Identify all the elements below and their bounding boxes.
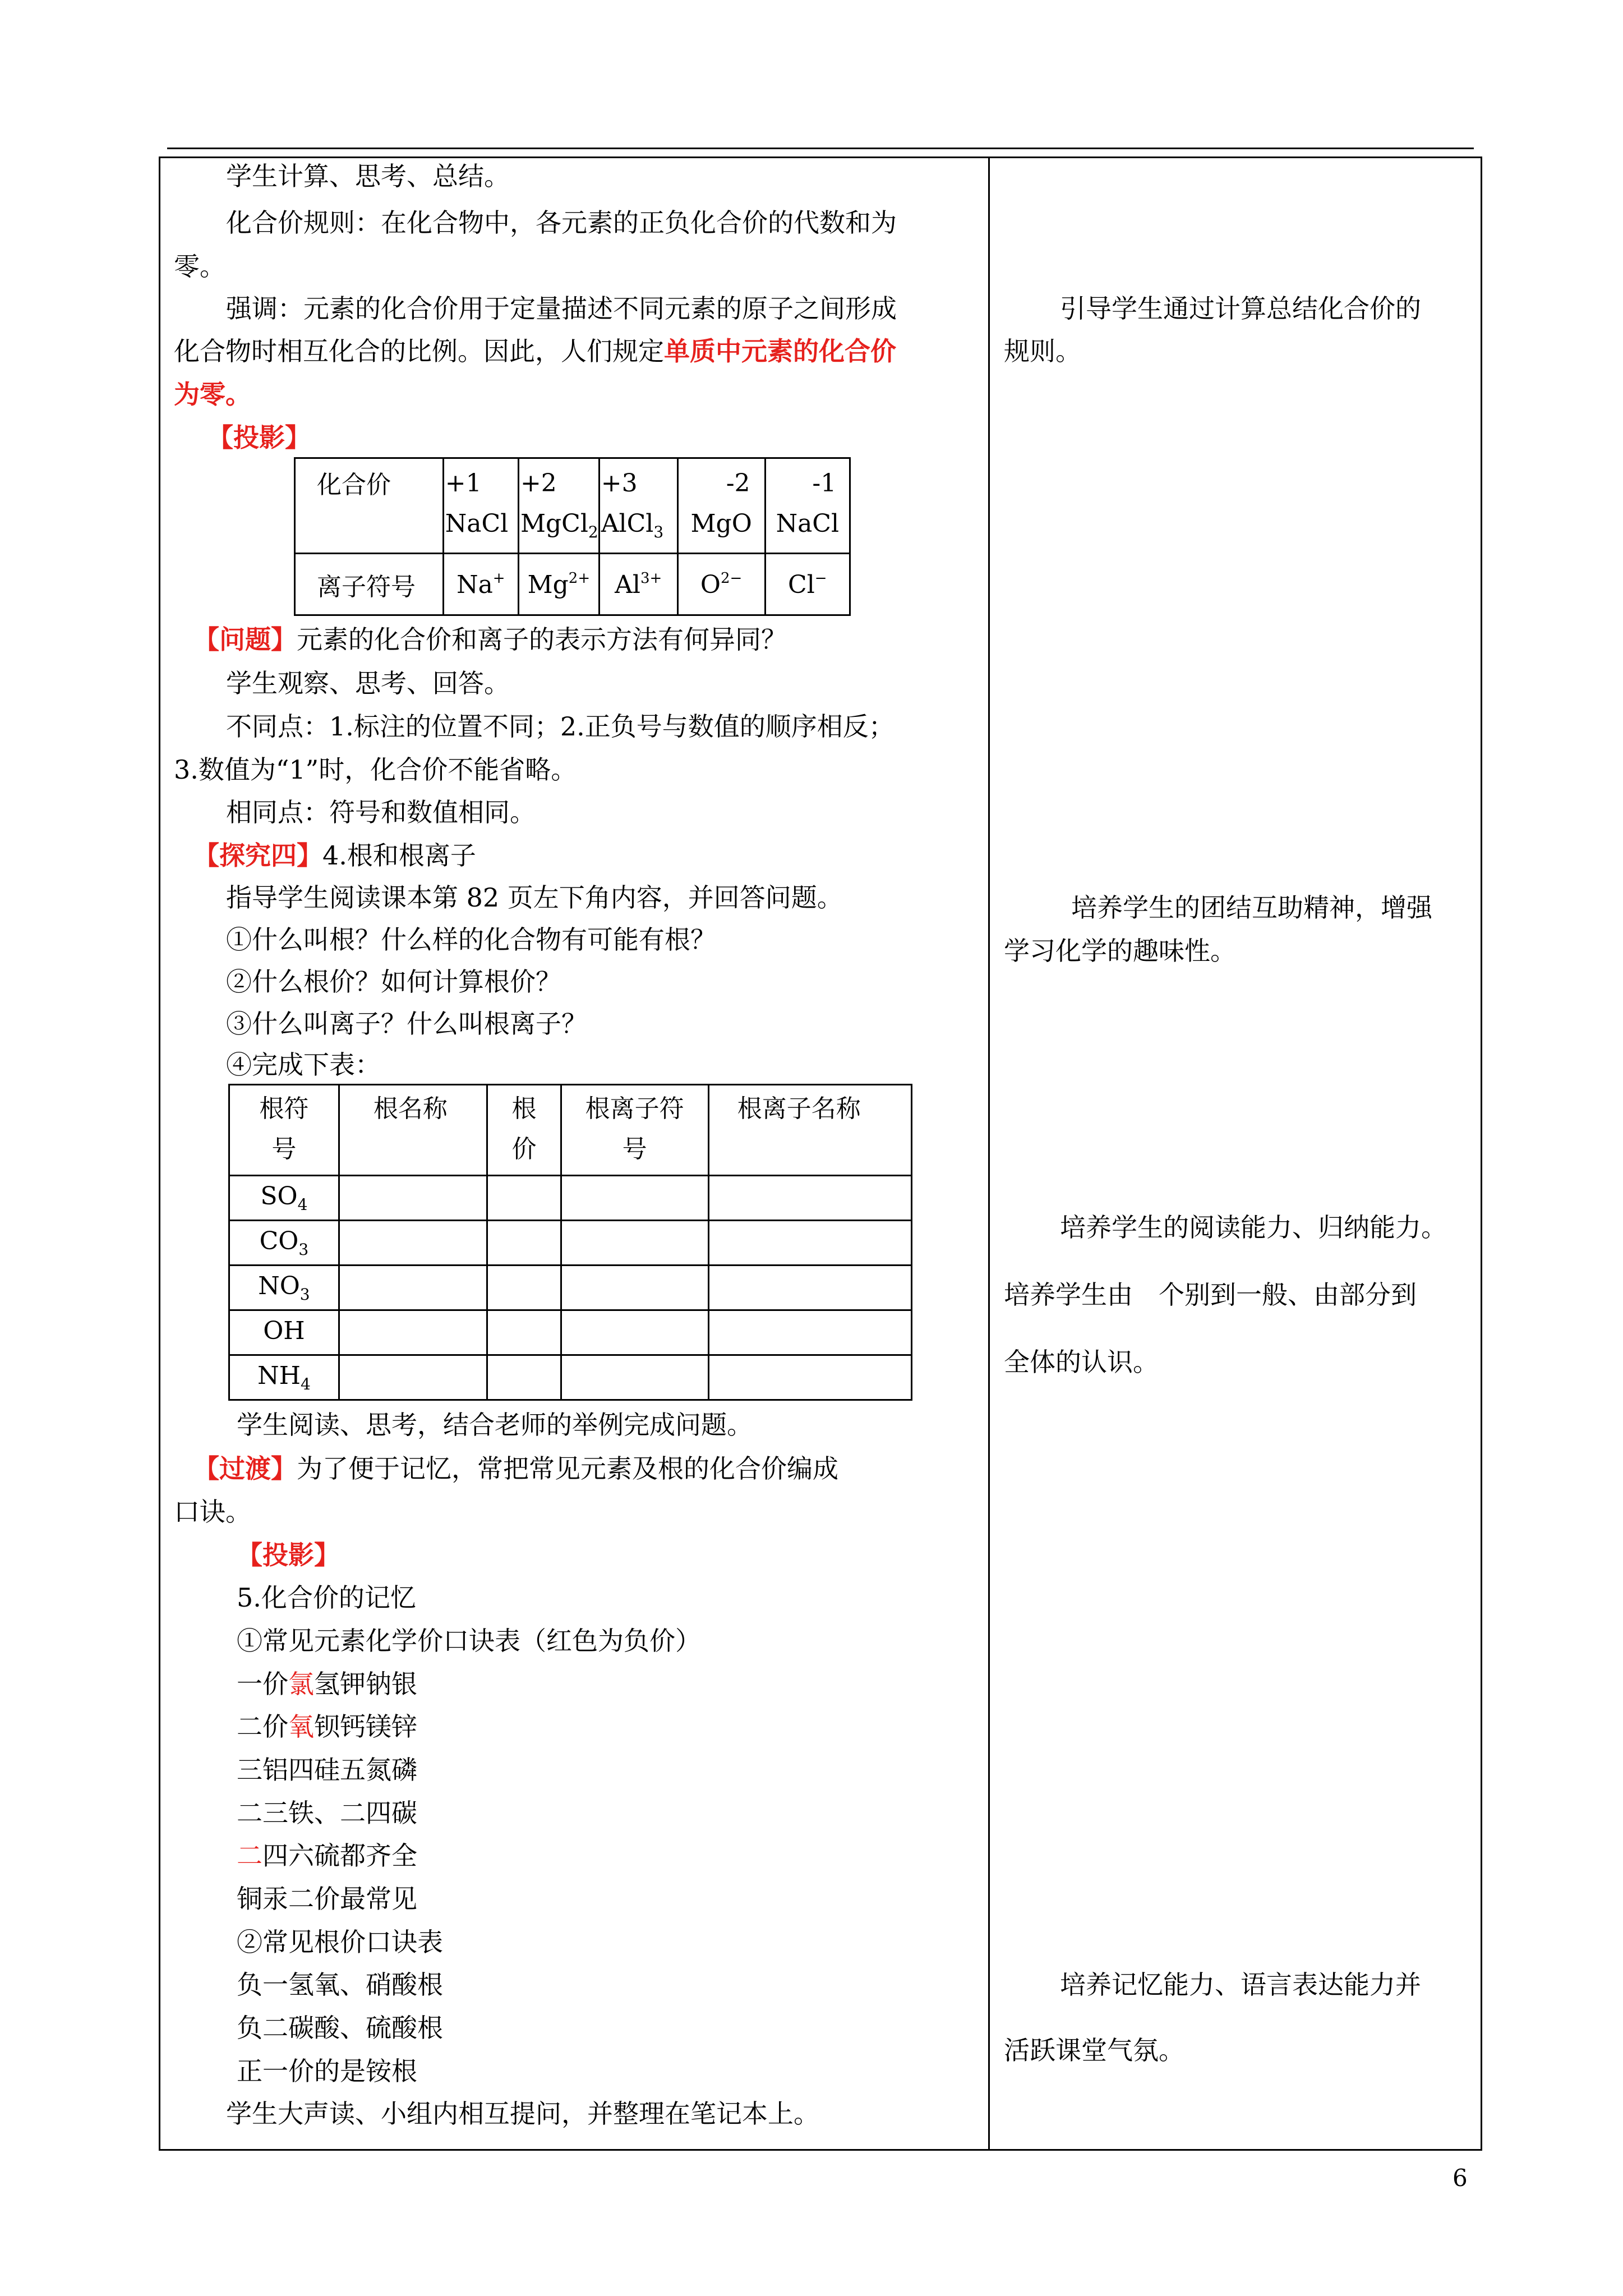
ion-symbol: Na: [457, 570, 493, 599]
page-number: 6: [1453, 2164, 1468, 2192]
emphasis-text: 为零。: [174, 379, 251, 409]
text-line: ②常见根价口诀表: [237, 1927, 443, 1957]
negative-valence-element: 氯: [288, 1669, 314, 1699]
mnemonic-line: [237, 1710, 417, 1743]
compound-formula: NaCl: [445, 509, 509, 538]
valence-cell: [599, 458, 677, 554]
compound-formula: MgO: [690, 509, 752, 538]
text-span: 4.根和根离子: [322, 840, 476, 871]
cell-text: 化合价: [317, 471, 391, 499]
design-note: 学习化学的趣味性。: [1004, 936, 1236, 966]
blank-cell: [487, 1266, 561, 1310]
root-table: [228, 1084, 912, 1401]
text-line: 学生观察、思考、回答。: [226, 668, 510, 698]
text-line: 学生大声读、小组内相互提问，并整理在笔记本上。: [226, 2099, 819, 2129]
blank-cell: [339, 1176, 487, 1221]
text-span: 氢钾钠银: [314, 1669, 417, 1699]
blank-cell: [561, 1355, 708, 1400]
blank-cell: [339, 1310, 487, 1355]
root-symbol: NH: [257, 1361, 301, 1390]
blank-cell: [708, 1310, 911, 1355]
ion-row-label: [295, 554, 444, 615]
header-text: 号: [622, 1135, 647, 1163]
projection-label: 【投影】: [208, 422, 311, 453]
blank-cell: [561, 1310, 708, 1355]
mnemonic-line: 三铝四硅五氮磷: [237, 1755, 417, 1785]
negative-valence-element: 氧: [288, 1711, 314, 1742]
root-header-cell: [229, 1085, 339, 1176]
design-note: 引导学生通过计算总结化合价的: [1060, 293, 1421, 324]
mnemonic-line: 负一氢氧、硝酸根: [237, 1970, 443, 2000]
text-line: 零。: [174, 251, 225, 282]
header-text: 根离子符: [585, 1094, 684, 1123]
root-symbol-cell: [229, 1266, 339, 1310]
root-header-cell: [339, 1085, 487, 1176]
text-line: 强调：元素的化合价用于定量描述不同元素的原子之间形成: [226, 293, 897, 324]
ion-charge: 3+: [640, 569, 662, 587]
formula-subscript: 3: [299, 1285, 310, 1304]
text-line: 3.数值为“1”时，化合价不能省略。: [174, 754, 577, 785]
blank-cell: [708, 1266, 911, 1310]
ion-symbol: Cl: [788, 570, 815, 599]
header-text: 根符: [259, 1094, 309, 1123]
design-note: 培养学生的阅读能力、归纳能力。: [1060, 1212, 1447, 1243]
root-header-cell: [487, 1085, 561, 1176]
root-header-cell: [561, 1085, 708, 1176]
blank-cell: [487, 1310, 561, 1355]
root-header-cell: [708, 1085, 911, 1176]
blank-cell: [561, 1176, 708, 1221]
header-rule: [167, 148, 1474, 149]
header-text: 号: [271, 1135, 297, 1163]
blank-cell: [339, 1266, 487, 1310]
text-span: 一价: [237, 1669, 288, 1699]
column-divider: [988, 157, 990, 2151]
projection-label: 【投影】: [237, 1540, 340, 1570]
valence-value: +2: [520, 469, 557, 498]
valence-cell: [677, 458, 765, 554]
ion-cell: [443, 554, 518, 615]
blank-cell: [487, 1176, 561, 1221]
text-line: [193, 839, 476, 872]
mnemonic-line: 正一价的是铵根: [237, 2056, 417, 2086]
valence-cell: [518, 458, 599, 554]
text-span: 化合物时相互化合的比例。因此，人们规定: [174, 336, 664, 366]
text-line: ①常见元素化学价口诀表（红色为负价）: [237, 1626, 701, 1656]
root-symbol: NO: [258, 1272, 300, 1300]
cell-text: 离子符号: [317, 572, 416, 601]
valence-value: -2: [726, 469, 750, 498]
formula-subscript: 3: [298, 1240, 309, 1259]
formula-subscript: 4: [300, 1375, 311, 1393]
ion-charge: +: [492, 569, 505, 587]
root-symbol: CO: [259, 1227, 299, 1255]
root-symbol: SO: [260, 1182, 298, 1211]
formula-subscript: 3: [653, 523, 664, 541]
negative-valence-number: 二: [237, 1841, 262, 1871]
design-note: 培养记忆能力、语言表达能力并: [1060, 1970, 1421, 2000]
text-line: 化合价规则：在化合物中，各元素的正负化合价的代数和为: [226, 208, 897, 238]
root-symbol-cell: [229, 1310, 339, 1355]
text-span: 元素的化合价和离子的表示方法有何异同？: [297, 624, 787, 655]
blank-cell: [487, 1221, 561, 1266]
text-line: [193, 623, 787, 656]
header-text: 根离子名称: [737, 1094, 861, 1123]
text-span: 为了便于记忆，常把常见元素及根的化合价编成: [297, 1453, 838, 1484]
blank-cell: [339, 1355, 487, 1400]
design-note: 规则。: [1004, 336, 1081, 366]
valence-value: +1: [445, 469, 482, 498]
design-note: 培养学生的团结互助精神，增强: [1071, 892, 1432, 923]
valence-table: [294, 457, 851, 616]
compound-formula: [520, 504, 598, 553]
mnemonic-line: [237, 1839, 417, 1872]
text-line: 不同点：1.标注的位置不同；2.正负号与数值的顺序相反；: [226, 711, 895, 742]
text-span: 四六硫都齐全: [262, 1841, 417, 1871]
transition-label: 【过渡】: [193, 1453, 297, 1484]
blank-cell: [708, 1176, 911, 1221]
ion-symbol: Al: [615, 570, 640, 599]
compound-formula: [601, 504, 677, 553]
design-note: 培养学生由 个别到一般、由部分到: [1004, 1280, 1417, 1310]
blank-cell: [708, 1355, 911, 1400]
root-symbol: OH: [263, 1317, 305, 1345]
ion-cell: [599, 554, 677, 615]
header-text: 价: [511, 1135, 537, 1163]
text-line: 学生阅读、思考，结合老师的举例完成问题。: [237, 1410, 753, 1440]
blank-cell: [339, 1221, 487, 1266]
text-line: [174, 334, 896, 368]
root-symbol-cell: [229, 1221, 339, 1266]
formula-base: MgCl: [520, 509, 588, 538]
text-line: 口诀。: [174, 1497, 251, 1527]
formula-base: AlCl: [601, 509, 654, 538]
ion-cell: [765, 554, 850, 615]
explore-label: 【探究四】: [193, 840, 322, 871]
formula-subscript: 4: [297, 1195, 308, 1214]
valence-value: +3: [601, 469, 638, 498]
text-line: ④完成下表：: [226, 1050, 381, 1080]
mnemonic-line: [237, 1667, 417, 1701]
ion-charge: 2−: [721, 569, 743, 587]
compound-formula: NaCl: [776, 509, 840, 538]
blank-cell: [487, 1355, 561, 1400]
text-line: ①什么叫根？什么样的化合物有可能有根？: [226, 924, 716, 955]
ion-cell: [518, 554, 599, 615]
text-line: ③什么叫离子？什么叫根离子？: [226, 1009, 587, 1039]
ion-charge: 2+: [568, 569, 591, 587]
design-note: 活跃课堂气氛。: [1004, 2035, 1184, 2065]
ion-symbol: Mg: [527, 570, 569, 599]
valence-row-label: [295, 458, 444, 554]
root-symbol-cell: [229, 1176, 339, 1221]
text-line: 指导学生阅读课本第 82 页左下角内容，并回答问题。: [226, 882, 843, 913]
blank-cell: [561, 1266, 708, 1310]
blank-cell: [561, 1221, 708, 1266]
valence-value: -1: [812, 469, 837, 498]
ion-cell: [677, 554, 765, 615]
header-text: 根名称: [373, 1094, 448, 1123]
text-line: 学生计算、思考、总结。: [226, 161, 510, 191]
mnemonic-line: 铜汞二价最常见: [237, 1884, 417, 1914]
text-line: 5.化合价的记忆: [237, 1582, 416, 1613]
text-span: 钡钙镁锌: [314, 1711, 417, 1742]
header-text: 根: [511, 1094, 537, 1123]
text-line: 相同点：符号和数值相同。: [226, 797, 536, 827]
ion-charge: −: [814, 569, 827, 587]
root-symbol-cell: [229, 1355, 339, 1400]
blank-cell: [708, 1221, 911, 1266]
text-line: ②什么根价？如何计算根价？: [226, 967, 561, 997]
valence-cell: [765, 458, 850, 554]
ion-symbol: O: [700, 570, 721, 599]
formula-subscript: 2: [588, 523, 598, 541]
design-note: 全体的认识。: [1004, 1347, 1159, 1377]
mnemonic-line: 负二碳酸、硫酸根: [237, 2013, 443, 2043]
emphasis-text: 单质中元素的化合价: [664, 336, 896, 366]
text-span: 二价: [237, 1711, 288, 1742]
valence-cell: [443, 458, 518, 554]
text-line: [193, 1452, 838, 1485]
question-label: 【问题】: [193, 624, 297, 655]
mnemonic-line: 二三铁、二四碳: [237, 1798, 417, 1828]
